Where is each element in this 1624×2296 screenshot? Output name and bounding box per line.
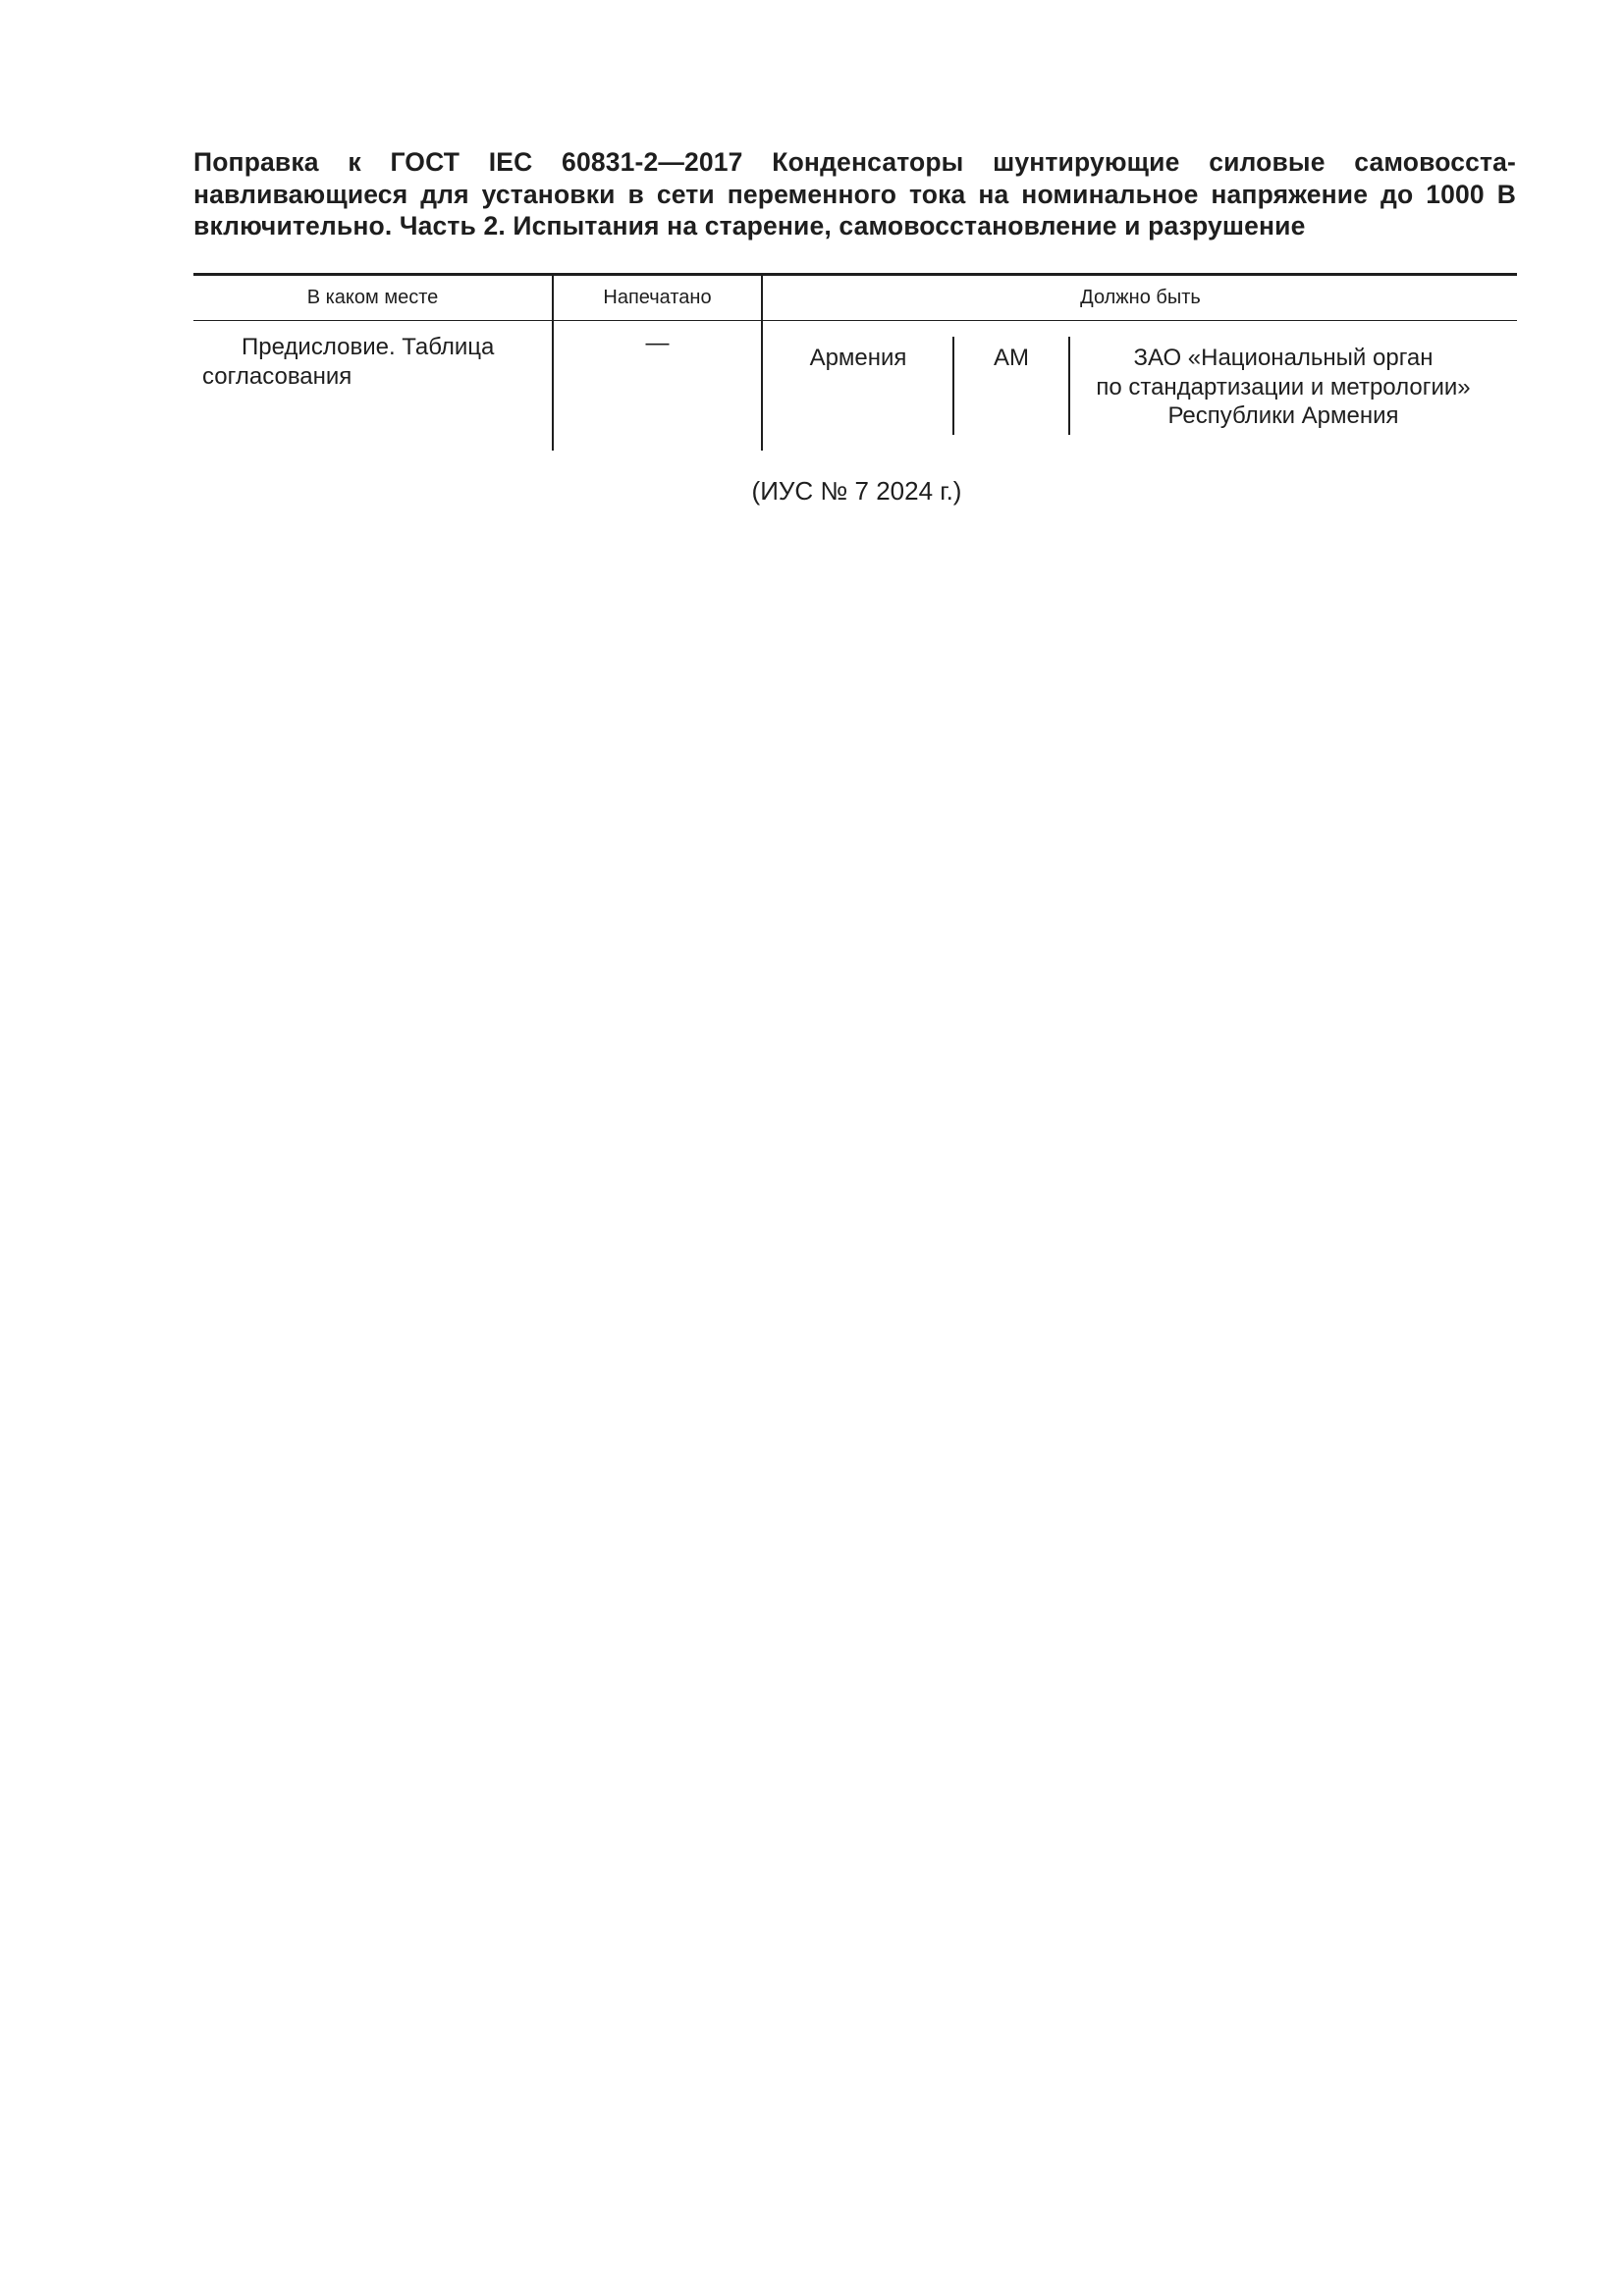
header-should-be: Должно быть (1080, 287, 1201, 308)
organization-line: ЗАО «Национальный орган (1133, 345, 1434, 371)
issue-reference: (ИУС № 7 2024 г.) (751, 476, 962, 506)
table-top-rule (193, 273, 1517, 276)
cell-organization (1071, 344, 1495, 431)
cell-place: Предисловие. Таблица согласования (202, 334, 495, 390)
column-divider-code (1068, 337, 1070, 435)
header-place: В каком месте (306, 287, 439, 308)
cell-printed: — (645, 330, 670, 356)
cell-country: Армения (809, 345, 907, 371)
column-divider-printed (761, 274, 763, 451)
document-title: Поправка к ГОСТ IEC 60831-2—2017 Конденсаторы шунтирующие силовые самовосста-навливающиеся для установки в сети переменного тока на номинальное напряжение до 1000 В включительно. Часть 2. Испытания на старение, самовосстановление и разрушение (193, 147, 1516, 240)
header-printed: Напечатано (603, 287, 712, 308)
organization-line: по стандартизации и метрологии» (1096, 373, 1471, 400)
organization-line: Республики Армения (1167, 402, 1399, 429)
table-header-rule (193, 320, 1517, 321)
cell-country-code: AM (994, 345, 1029, 371)
